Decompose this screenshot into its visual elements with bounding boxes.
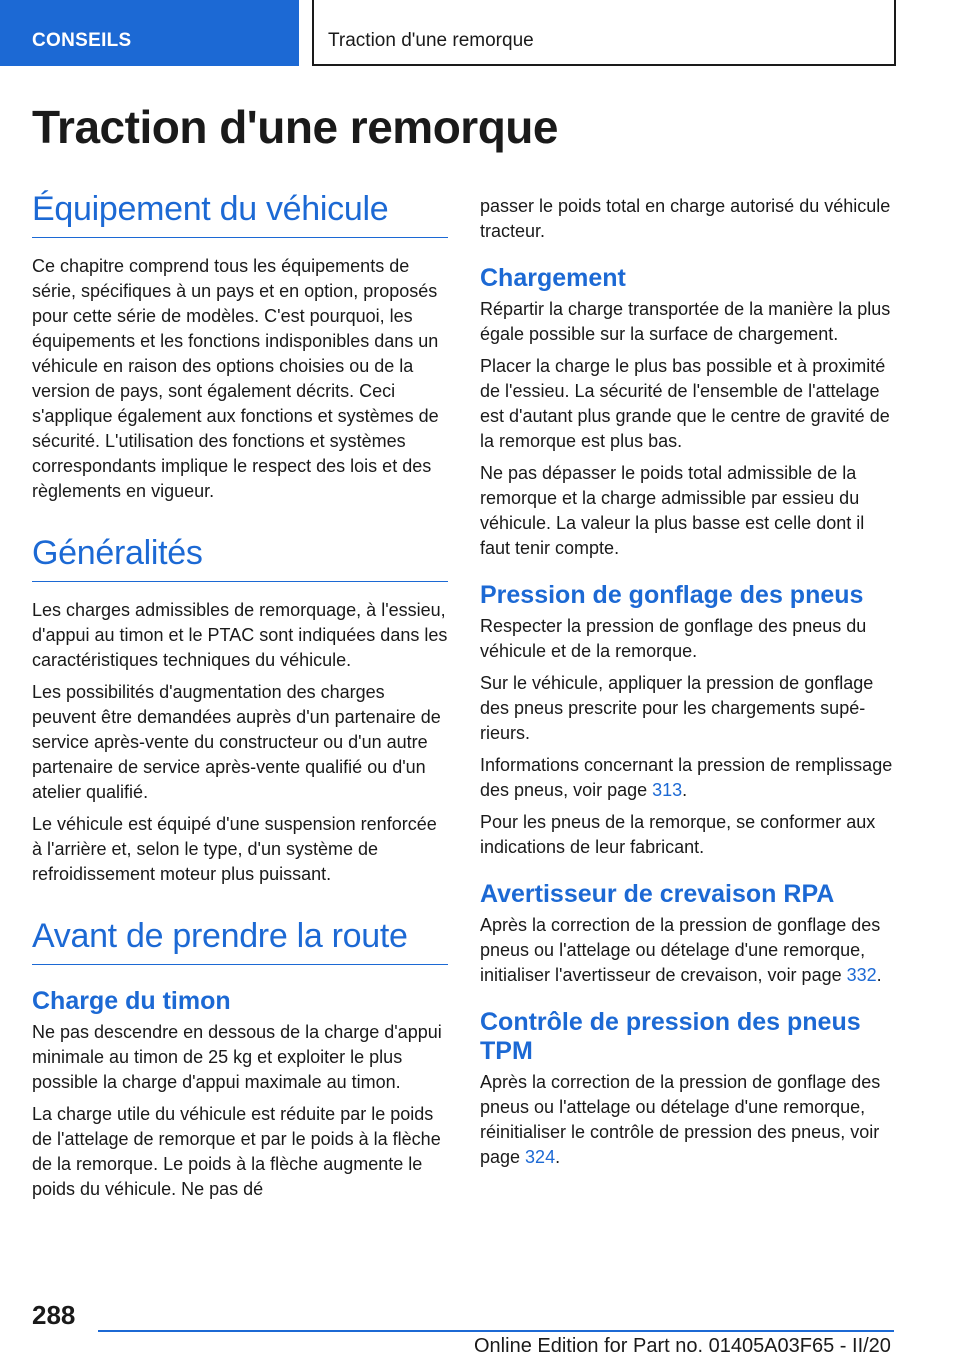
- paragraph: [480, 913, 896, 988]
- subheading-rpa: Avertisseur de crevaison RPA: [480, 880, 835, 908]
- footer-divider: [98, 1330, 894, 1332]
- paragraph: Pour les pneus de la remorque, se conformer aux indications de leur fabricant.: [480, 812, 876, 857]
- subheading-charge-timon: Charge du timon: [32, 987, 231, 1015]
- left-column: [32, 190, 448, 1209]
- section-label: CONSEILS: [32, 30, 132, 51]
- page-number: 288: [32, 1300, 76, 1330]
- chapter-box: [312, 0, 896, 66]
- section-heading-equipement: Équipement du véhicule: [32, 190, 448, 238]
- paragraph: Répartir la charge transportée de la manière la plus égale possible sur la surface de chargement.: [480, 299, 891, 344]
- page-title: Traction d'une remorque: [32, 101, 558, 153]
- section-tab[interactable]: [0, 0, 299, 66]
- text: .: [555, 1147, 561, 1167]
- paragraph: [480, 1070, 896, 1170]
- section-heading-avant: Avant de prendre la route: [32, 917, 448, 965]
- paragraph: [480, 753, 896, 803]
- paragraph: Les possibilités d'augmentation des charges peuvent être demandées auprès d'un partenaire de service après-vente du constructeur ou d'un autre partenaire de service après-vente qualifié ou d'un atelier qualifié.: [32, 682, 441, 802]
- page-link-324[interactable]: 324: [525, 1147, 556, 1167]
- paragraph: passer le poids total en charge autorisé du véhicule tracteur.: [480, 196, 891, 241]
- paragraph: Placer la charge le plus bas possible et à proximité de l'essieu. La sécurité de l'ensemble de l'attelage est d'autant plus grande que le centre de gravité de la remorque est plus bas.: [480, 356, 890, 451]
- section-heading-generalites: Généralités: [32, 534, 448, 582]
- page-link-313[interactable]: 313: [652, 780, 683, 800]
- edition-note: Online Edition for Part no. 01405A03F65 - II/20: [474, 1335, 891, 1357]
- paragraph: Ne pas descendre en dessous de la charge d'appui minimale au timon de 25 kg et exploiter le plus possible la charge d'appui maximale au timon.: [32, 1022, 442, 1092]
- chapter-label: Traction d'une remorque: [328, 30, 534, 51]
- text: .: [682, 780, 688, 800]
- subheading-tpm: Contrôle de pression des pneus TPM: [480, 1008, 861, 1065]
- page-link-332[interactable]: 332: [846, 965, 877, 985]
- paragraph: La charge utile du véhicule est réduite par le poids de l'attelage de remorque et par le poids à la flèche de la remorque. Le poids à la flèche augmente le poids du véhicule. Ne pas dé: [32, 1104, 441, 1199]
- text: .: [876, 965, 882, 985]
- paragraph: Le véhicule est équipé d'une suspension renforcée à l'arrière et, selon le type, d'un système de refroidissement moteur plus puissant.: [32, 814, 437, 884]
- paragraph: Respecter la pression de gonflage des pneus du véhicule et de la remorque.: [480, 616, 867, 661]
- subheading-pression: Pression de gonflage des pneus: [480, 581, 864, 609]
- page-header: [0, 0, 960, 66]
- text: Après la correction de la pression de gonflage des pneus ou l'attelage ou dételage d'une remorque, initialiser l'avertisseur de crevaison, voir page: [480, 915, 881, 985]
- subheading-chargement: Chargement: [480, 264, 626, 292]
- paragraph: Ne pas dépasser le poids total admissible de la remorque et la charge admissible par essieu du véhicule. La valeur la plus basse est celle dont il faut tenir compte.: [480, 463, 865, 558]
- paragraph: Ce chapitre comprend tous les équipements de série, spécifiques à un pays et en option, proposés pour cette série de modèles. C'est pourquoi, les équipements et les fonctions indisponibles dans un véhicule en raison des options choisies ou de la version de pays, sont également décrits. Ceci s'applique également aux fonctions et systèmes de sécurité. L'utilisation des fonctions et systèmes correspondants implique le respect des lois et des règlements en vigueur.: [32, 256, 439, 501]
- paragraph: Sur le véhicule, appliquer la pression de gonflage des pneus prescrite pour les chargements supérieurs.: [480, 673, 874, 743]
- right-column: [480, 194, 896, 1177]
- text: Après la correction de la pression de gonflage des pneus ou l'attelage ou dételage d'une remorque, réinitialiser le contrôle de pression des pneus, voir page: [480, 1072, 881, 1167]
- text: Informations concernant la pression de remplissage des pneus, voir page: [480, 755, 893, 800]
- paragraph: Les charges admissibles de remorquage, à l'essieu, d'appui au timon et le PTAC sont indiquées dans les caractéristiques techniques du véhicule.: [32, 600, 448, 670]
